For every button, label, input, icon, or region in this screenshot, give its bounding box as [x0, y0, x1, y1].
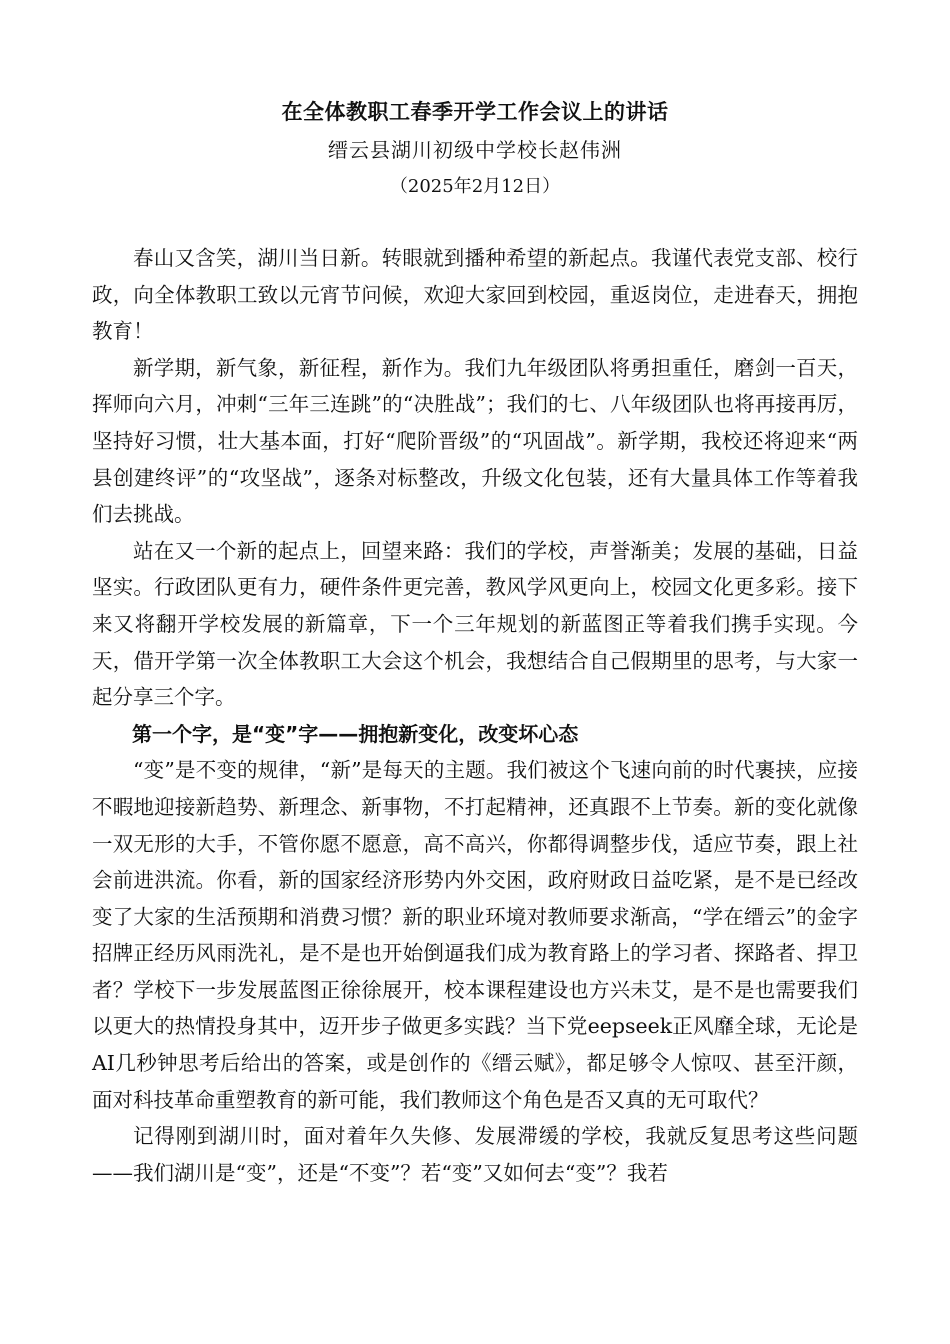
document-title: 在全体教职工春季开学工作会议上的讲话 [281, 100, 669, 124]
paragraph: 记得刚到湖川时，面对着年久失修、发展滞缓的学校，我就反复思考这些问题——我们湖川是“变”，还是“不变”？若“变”又如何去“变”？我若 [92, 1124, 858, 1185]
paragraph: “变”是不变的规律，“新”是每天的主题。我们被这个飞速向前的时代裹挟，应接不暇地迎接新趋势、新理念、新事物，不打起精神，还真跟不上节奏。新的变化就像一双无形的大手，不管你愿不愿意，高不高兴，你都得调整步伐，适应节奏，跟上社会前进洪流。你看，新的国家经济形势内外交困，政府财政日益吃紧，是不是已经改变了大家的生活预期和消费习惯？新的职业环境对教师要求渐高，“学在缙云”的金字招牌正经历风雨洗礼，是不是也开始倒逼我们成为教育路上的学习者、探路者、捍卫者？学校下一步发展蓝图正徐徐展开，校本课程建设也方兴未艾，是不是也需要我们以更大的热情投身其中，迈开步子做更多实践？当下党eepseek正风靡全球，无论是AI几秒钟思考后给出的答案，或是创作的《缙云赋》，都足够令人惊叹、甚至汗颜，面对科技革命重塑教育的新可能，我们教师这个角色是否又真的无可取代？ [92, 758, 858, 1112]
paragraph: 站在又一个新的起点上，回望来路：我们的学校，声誉渐美；发展的基础，日益坚实。行政团队更有力，硬件条件更完善，教风学风更向上，校园文化更多彩。接下来又将翻开学校发展的新篇章，下一个三年规划的新蓝图正等着我们携手实现。今天，借开学第一次全体教职工大会这个机会，我想结合自己假期里的思考，与大家一起分享三个字。 [92, 538, 858, 710]
paragraph: 春山又含笑，湖川当日新。转眼就到播种希望的新起点。我谨代表党支部、校行政，向全体教职工致以元宵节问候，欢迎大家回到校园，重返岗位，走进春天，拥抱教育！ [92, 246, 858, 344]
section-heading: 第一个字，是“变”字——拥抱新变化，改变坏心态 [132, 721, 579, 746]
document-date: （2025年2月12日） [389, 176, 561, 197]
document-author: 缙云县湖川初级中学校长赵伟洲 [328, 138, 622, 162]
document-body [92, 240, 858, 1191]
paragraph: 新学期，新气象，新征程，新作为。我们九年级团队将勇担重任，磨剑一百天，挥师向六月，冲刺“三年三连跳”的“决胜战”；我们的七、八年级团队也将再接再厉，坚持好习惯，壮大基本面，打好“爬阶晋级”的“巩固战”。新学期，我校还将迎来“两县创建终评”的“攻坚战”，逐条对标整改，升级文化包装，还有大量具体工作等着我们去挑战。 [92, 355, 858, 527]
